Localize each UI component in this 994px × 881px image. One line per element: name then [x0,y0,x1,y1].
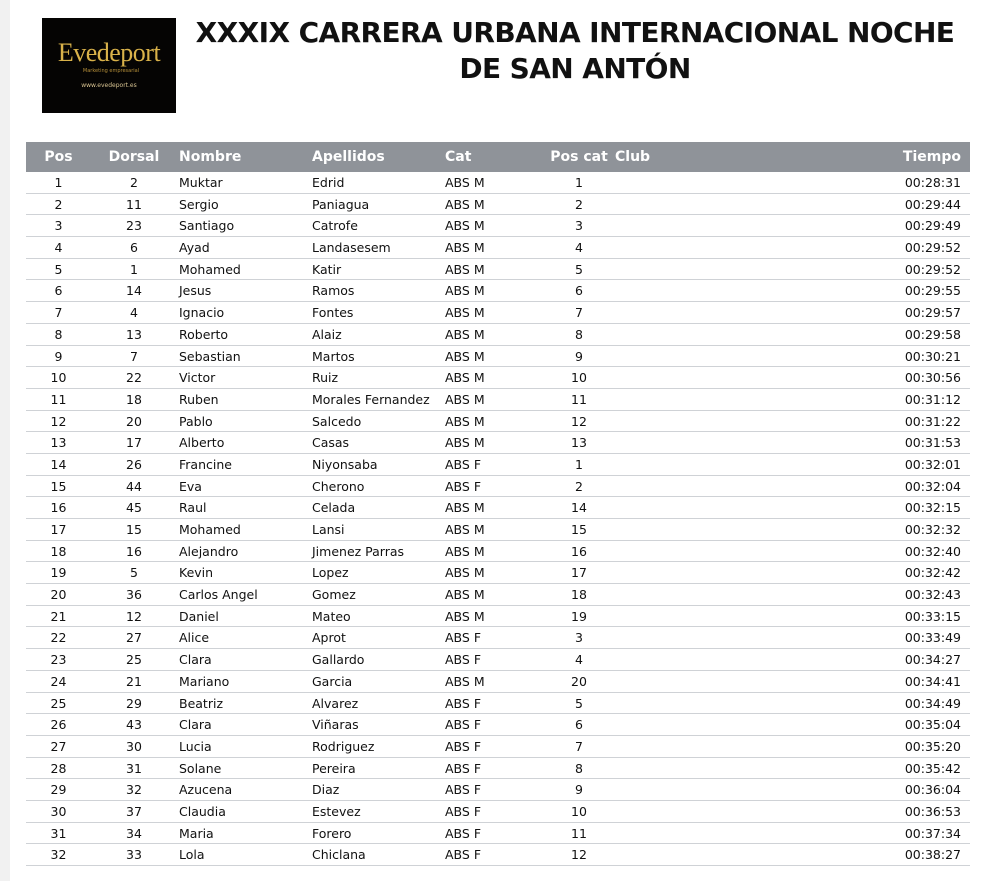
table-row [26,562,970,584]
cell-pos-cat: 11 [571,391,587,407]
table-row [26,346,970,368]
cell-dorsal: 33 [126,847,142,863]
cell-pos-cat: 12 [571,847,587,863]
cell-dorsal: 25 [126,652,142,668]
cell-cat: ABS M [445,348,485,364]
table-row [26,584,970,606]
cell-apellidos: Lansi [312,522,345,537]
cell-nombre: Alberto [179,435,225,451]
cell-apellidos: Lopez [312,565,349,581]
cell-cat: ABS F [445,847,482,863]
cell-dorsal: 14 [126,283,142,299]
cell-tiempo: 00:31:12 [904,391,961,407]
cell-pos-cat: 5 [575,261,583,277]
logo-brand: Evedeport [57,38,161,67]
cell-tiempo: 00:29:55 [904,283,961,299]
cell-dorsal: 23 [126,218,142,234]
cell-cat: ABS M [445,218,485,234]
table-row [26,649,970,671]
cell-nombre: Mariano [179,673,230,689]
cell-pos: 30 [50,803,67,819]
cell-pos-cat: 9 [575,782,583,798]
cell-pos: 4 [54,240,63,256]
cell-pos-cat: 8 [575,760,583,776]
cell-dorsal: 34 [126,825,142,841]
cell-apellidos: Viñaras [312,717,359,733]
table-row [26,259,970,281]
logo-tagline: Marketing empresarial [82,68,140,74]
cell-pos: 1 [54,175,63,190]
cell-nombre: Solane [179,760,222,776]
cell-dorsal: 26 [126,456,142,472]
cell-tiempo: 00:38:27 [904,847,961,863]
cell-nombre: Sergio [179,196,219,212]
cell-nombre: Ayad [179,240,210,256]
cell-pos-cat: 2 [575,478,583,494]
cell-apellidos: Estevez [312,803,361,819]
table-row [26,432,970,454]
cell-cat: ABS F [445,760,482,776]
table-row [26,627,970,649]
table-row [26,519,970,541]
table-row [26,194,970,216]
cell-cat: ABS M [445,587,485,603]
cell-nombre: Sebastian [179,348,241,364]
cell-nombre: Clara [179,717,212,733]
cell-tiempo: 00:32:04 [904,478,961,494]
cell-pos-cat: 1 [575,456,583,472]
cell-cat: ABS M [445,500,485,516]
cell-cat: ABS M [445,435,485,451]
cell-dorsal: 15 [126,522,142,537]
cell-pos: 13 [50,435,67,451]
cell-nombre: Clara [179,652,212,668]
cell-tiempo: 00:28:31 [904,175,961,190]
table-row [26,389,970,411]
cell-apellidos: Jimenez Parras [312,543,405,559]
cell-dorsal: 18 [126,391,142,407]
table-row [26,693,970,715]
cell-cat: ABS M [445,565,485,581]
table-row [26,736,970,758]
cell-tiempo: 00:35:04 [904,717,961,733]
column-header-cat: Cat [445,149,472,165]
cell-pos: 11 [50,391,67,407]
cell-dorsal: 45 [126,500,142,516]
cell-nombre: Francine [179,456,232,472]
cell-nombre: Santiago [179,218,235,234]
column-header-tiempo: Tiempo [902,149,961,165]
cell-dorsal: 1 [130,261,138,277]
cell-pos: 26 [50,717,67,733]
cell-pos-cat: 9 [575,348,583,364]
cell-dorsal: 13 [126,326,142,342]
cell-cat: ABS M [445,196,485,212]
page-title: XXXIX CARRERA URBANA INTERNACIONAL NOCHE DE SAN ANTÓN [195,16,955,85]
cell-pos-cat: 10 [571,803,587,819]
table-row [26,172,970,194]
cell-nombre: Alice [179,630,210,646]
cell-pos: 5 [54,261,63,277]
cell-dorsal: 6 [130,240,138,256]
cell-cat: ABS M [445,413,485,429]
cell-pos-cat: 7 [575,305,583,321]
cell-tiempo: 00:32:43 [904,587,961,603]
cell-pos-cat: 3 [575,218,583,234]
evedeport-logo [42,18,176,113]
cell-pos-cat: 4 [575,240,583,256]
cell-pos: 24 [50,673,67,689]
cell-dorsal: 29 [126,695,142,711]
cell-pos: 29 [50,782,67,798]
cell-pos: 17 [50,522,67,537]
cell-pos: 10 [50,370,67,386]
cell-apellidos: Cherono [312,478,365,494]
cell-apellidos: Morales Fernandez [312,391,430,407]
cell-tiempo: 00:33:15 [904,608,961,624]
cell-pos: 9 [54,348,63,364]
cell-pos: 27 [50,738,67,754]
cell-pos-cat: 15 [571,522,587,537]
cell-dorsal: 20 [126,413,142,429]
column-header-dorsal: Dorsal [108,149,160,165]
table-row [26,367,970,389]
cell-apellidos: Alvarez [312,695,359,711]
cell-pos-cat: 12 [571,413,587,429]
cell-tiempo: 00:34:27 [904,652,961,668]
cell-pos-cat: 6 [575,283,583,299]
cell-tiempo: 00:29:58 [904,326,961,342]
cell-cat: ABS M [445,175,485,190]
cell-cat: ABS F [445,782,482,798]
cell-pos: 20 [50,587,67,603]
cell-pos: 15 [50,478,67,494]
cell-pos-cat: 19 [571,608,587,624]
table-row [26,671,970,693]
cell-cat: ABS M [445,608,485,624]
cell-dorsal: 17 [126,435,142,451]
cell-pos: 14 [50,456,67,472]
cell-tiempo: 00:32:32 [904,522,961,537]
cell-pos-cat: 4 [575,652,583,668]
cell-cat: ABS M [445,283,485,299]
cell-nombre: Lucia [179,738,212,754]
cell-nombre: Carlos Angel [179,587,258,603]
cell-pos: 31 [50,825,67,841]
cell-apellidos: Catrofe [312,218,358,234]
table-row [26,801,970,823]
table-row [26,779,970,801]
cell-pos: 23 [50,652,67,668]
table-row [26,497,970,519]
table-header [26,142,970,172]
cell-dorsal: 2 [130,175,138,190]
cell-apellidos: Landasesem [312,240,391,256]
cell-cat: ABS M [445,326,485,342]
cell-dorsal: 22 [126,370,142,386]
cell-apellidos: Ruiz [312,370,339,386]
cell-tiempo: 00:37:34 [904,825,961,841]
cell-cat: ABS F [445,738,482,754]
cell-pos: 2 [54,196,63,212]
table-row [26,714,970,736]
cell-apellidos: Niyonsaba [312,456,378,472]
cell-pos: 12 [50,413,67,429]
cell-nombre: Maria [179,825,214,841]
cell-apellidos: Paniagua [312,196,370,212]
cell-dorsal: 5 [130,565,138,581]
cell-pos: 28 [50,760,67,776]
table-row [26,237,970,259]
cell-dorsal: 30 [126,738,142,754]
cell-tiempo: 00:29:57 [904,305,961,321]
cell-nombre: Ruben [179,391,219,407]
cell-pos-cat: 18 [571,587,587,603]
cell-nombre: Pablo [179,413,213,429]
cell-nombre: Alejandro [179,543,239,559]
cell-pos: 7 [54,305,63,321]
cell-pos: 25 [50,695,67,711]
cell-pos-cat: 10 [571,370,587,386]
table-row [26,541,970,563]
cell-apellidos: Katir [312,261,342,277]
cell-dorsal: 11 [126,196,142,212]
cell-apellidos: Mateo [312,608,351,624]
cell-pos: 6 [54,283,63,299]
cell-nombre: Azucena [179,782,233,798]
cell-apellidos: Chiclana [312,847,366,863]
cell-apellidos: Fontes [312,305,354,321]
cell-pos-cat: 5 [575,695,583,711]
cell-cat: ABS F [445,478,482,494]
cell-tiempo: 00:31:22 [904,413,961,429]
cell-apellidos: Forero [312,825,352,841]
cell-nombre: Kevin [179,565,214,581]
cell-pos: 3 [54,218,63,234]
cell-tiempo: 00:33:49 [904,630,961,646]
cell-cat: ABS M [445,261,485,277]
cell-dorsal: 31 [126,760,142,776]
cell-dorsal: 21 [126,673,142,689]
logo-url: www.evedeport.es [81,82,137,89]
cell-dorsal: 32 [126,782,142,798]
cell-cat: ABS F [445,630,482,646]
cell-pos-cat: 2 [575,196,583,212]
column-header-pos: Pos [44,149,73,165]
cell-dorsal: 37 [126,803,142,819]
cell-cat: ABS F [445,803,482,819]
cell-pos-cat: 3 [575,630,583,646]
table-row [26,411,970,433]
cell-cat: ABS M [445,543,485,559]
cell-cat: ABS M [445,240,485,256]
cell-pos-cat: 17 [571,565,587,581]
cell-pos: 19 [50,565,67,581]
cell-pos: 21 [50,608,67,624]
cell-tiempo: 00:32:01 [904,456,961,472]
cell-cat: ABS F [445,695,482,711]
cell-tiempo: 00:30:56 [904,370,961,386]
table-row [26,215,970,237]
cell-pos-cat: 14 [571,500,587,516]
column-header-apellidos: Apellidos [312,149,385,165]
cell-nombre: Victor [179,370,216,386]
cell-tiempo: 00:36:04 [904,782,961,798]
cell-tiempo: 00:29:52 [904,261,961,277]
cell-nombre: Roberto [179,326,229,342]
cell-tiempo: 00:30:21 [904,348,961,364]
cell-tiempo: 00:29:52 [904,240,961,256]
cell-nombre: Jesus [179,283,212,299]
cell-nombre: Beatriz [179,695,224,711]
cell-nombre: Muktar [179,175,223,190]
cell-nombre: Claudia [179,803,226,819]
column-header-nombre: Nombre [179,149,242,165]
cell-pos-cat: 6 [575,717,583,733]
cell-pos: 8 [54,326,63,342]
cell-cat: ABS F [445,825,482,841]
cell-pos-cat: 8 [575,326,583,342]
cell-apellidos: Celada [312,500,356,516]
cell-apellidos: Pereira [312,760,356,776]
table-row [26,844,970,866]
cell-nombre: Daniel [179,608,219,624]
cell-apellidos: Diaz [312,782,340,798]
cell-dorsal: 43 [126,717,142,733]
cell-tiempo: 00:29:44 [904,196,961,212]
cell-pos-cat: 1 [575,175,583,190]
cell-apellidos: Salcedo [312,413,362,429]
cell-cat: ABS F [445,717,482,733]
cell-cat: ABS M [445,522,485,537]
cell-apellidos: Rodriguez [312,738,375,754]
cell-cat: ABS M [445,391,485,407]
table-row [26,454,970,476]
cell-cat: ABS M [445,305,485,321]
cell-pos: 16 [50,500,67,516]
cell-pos-cat: 7 [575,738,583,754]
cell-apellidos: Gallardo [312,652,365,668]
cell-tiempo: 00:32:15 [904,500,961,516]
cell-dorsal: 7 [130,348,138,364]
cell-nombre: Raul [179,500,207,516]
cell-apellidos: Gomez [312,587,356,603]
cell-pos: 22 [50,630,67,646]
table-row [26,476,970,498]
cell-tiempo: 00:32:40 [904,543,961,559]
cell-dorsal: 12 [126,608,142,624]
column-header-club: Club [615,149,651,165]
cell-pos-cat: 13 [571,435,587,451]
cell-pos-cat: 16 [571,543,587,559]
column-header-pos-cat: Pos cat [550,149,608,165]
cell-apellidos: Garcia [312,673,353,689]
cell-apellidos: Martos [312,348,355,364]
cell-pos: 18 [50,543,67,559]
cell-tiempo: 00:31:53 [904,435,961,451]
cell-tiempo: 00:32:42 [904,565,961,581]
cell-apellidos: Edrid [312,175,345,190]
cell-pos: 32 [50,847,67,863]
table-body [26,172,970,866]
cell-nombre: Mohamed [179,261,241,277]
table-row [26,823,970,845]
table-row [26,302,970,324]
cell-nombre: Ignacio [179,305,225,321]
table-row [26,758,970,780]
cell-dorsal: 44 [126,478,142,494]
cell-apellidos: Ramos [312,283,355,299]
cell-dorsal: 36 [126,587,142,603]
cell-cat: ABS F [445,652,482,668]
cell-dorsal: 4 [130,305,138,321]
cell-tiempo: 00:34:41 [904,673,961,689]
cell-apellidos: Casas [312,435,350,451]
cell-cat: ABS F [445,456,482,472]
cell-pos-cat: 11 [571,825,587,841]
cell-tiempo: 00:35:42 [904,760,961,776]
cell-apellidos: Alaiz [312,326,342,342]
table-row [26,280,970,302]
cell-tiempo: 00:35:20 [904,738,961,754]
cell-cat: ABS M [445,673,485,689]
cell-apellidos: Aprot [312,630,346,646]
cell-dorsal: 27 [126,630,142,646]
cell-nombre: Mohamed [179,522,241,537]
cell-dorsal: 16 [126,543,142,559]
cell-pos-cat: 20 [571,673,587,689]
table-row [26,606,970,628]
cell-tiempo: 00:34:49 [904,695,961,711]
cell-nombre: Eva [179,478,202,494]
cell-nombre: Lola [179,847,205,863]
table-row [26,324,970,346]
cell-tiempo: 00:29:49 [904,218,961,234]
cell-tiempo: 00:36:53 [904,803,961,819]
cell-cat: ABS M [445,370,485,386]
results-table [26,142,970,866]
